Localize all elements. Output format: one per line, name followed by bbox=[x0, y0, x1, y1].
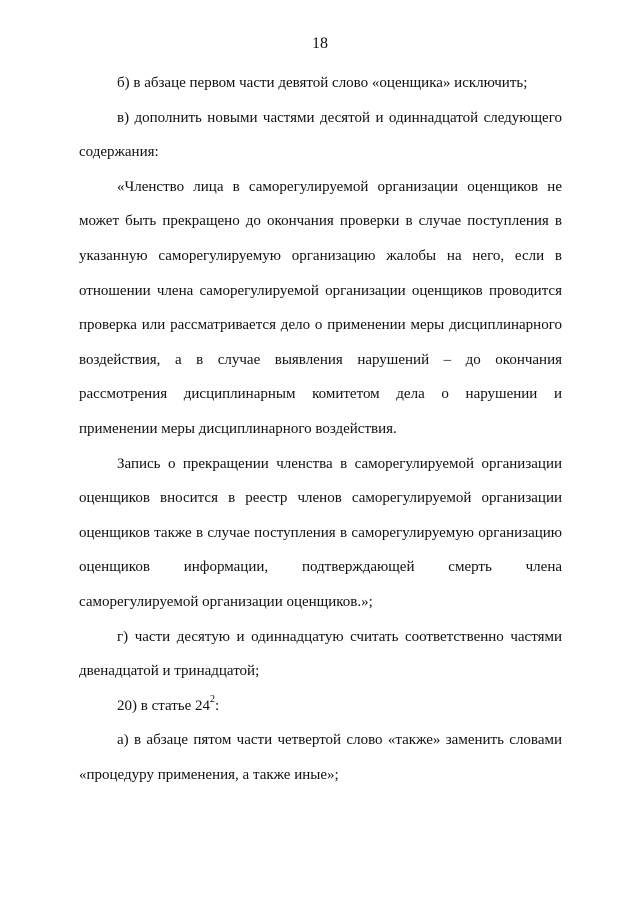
paragraph-line: указанную саморегулируемую организацию жалобы на него, если в bbox=[79, 247, 562, 264]
paragraph-line: оценщиков вносится в реестр членов саморегулируемой организации bbox=[79, 490, 562, 507]
paragraph-line: применении меры дисциплинарного воздействия. bbox=[79, 420, 397, 437]
paragraph-line: оценщиков информации, подтверждающей смерть члена bbox=[79, 559, 562, 576]
paragraph-line: в) дополнить новыми частями десятой и одиннадцатой следующего bbox=[117, 109, 562, 126]
page-number: 18 bbox=[312, 35, 328, 52]
paragraph-line: «процедуру применения, а также иные»; bbox=[79, 766, 339, 783]
paragraph-line: отношении члена саморегулируемой организации оценщиков проводится bbox=[79, 282, 562, 299]
paragraph-line: может быть прекращено до окончания проверки в случае поступления в bbox=[79, 213, 562, 230]
paragraph-line: г) части десятую и одиннадцатую считать соответственно частями bbox=[117, 628, 562, 645]
article-ref-colon: : bbox=[215, 697, 220, 714]
paragraph-line: содержания: bbox=[79, 144, 159, 161]
paragraph-line: двенадцатой и тринадцатой; bbox=[79, 663, 260, 680]
paragraph-line: оценщиков также в случае поступления в саморегулируемую организацию bbox=[79, 524, 562, 541]
paragraph-line: б) в абзаце первом части девятой слово «оценщика» исключить; bbox=[117, 75, 528, 91]
article-ref-text: 20) в статье 24 bbox=[117, 697, 211, 714]
paragraph-line: Запись о прекращении членства в саморегулируемой организации bbox=[117, 455, 562, 472]
paragraph-line: «Членство лица в саморегулируемой организации оценщиков не bbox=[117, 178, 562, 195]
paragraph-line: воздействия, а в случае выявления нарушений – до окончания bbox=[79, 351, 562, 368]
document-body bbox=[79, 66, 562, 792]
paragraph-line: проверка или рассматривается дело о применении меры дисциплинарного bbox=[79, 317, 562, 334]
paragraph-line: саморегулируемой организации оценщиков.»; bbox=[79, 593, 373, 610]
article-superscript: 2 bbox=[210, 693, 216, 705]
paragraph-line: рассмотрения дисциплинарным комитетом дела о нарушении и bbox=[79, 386, 562, 403]
paragraph-line: а) в абзаце пятом части четвертой слово «также» заменить словами bbox=[117, 732, 562, 749]
paragraph-line bbox=[79, 689, 562, 724]
